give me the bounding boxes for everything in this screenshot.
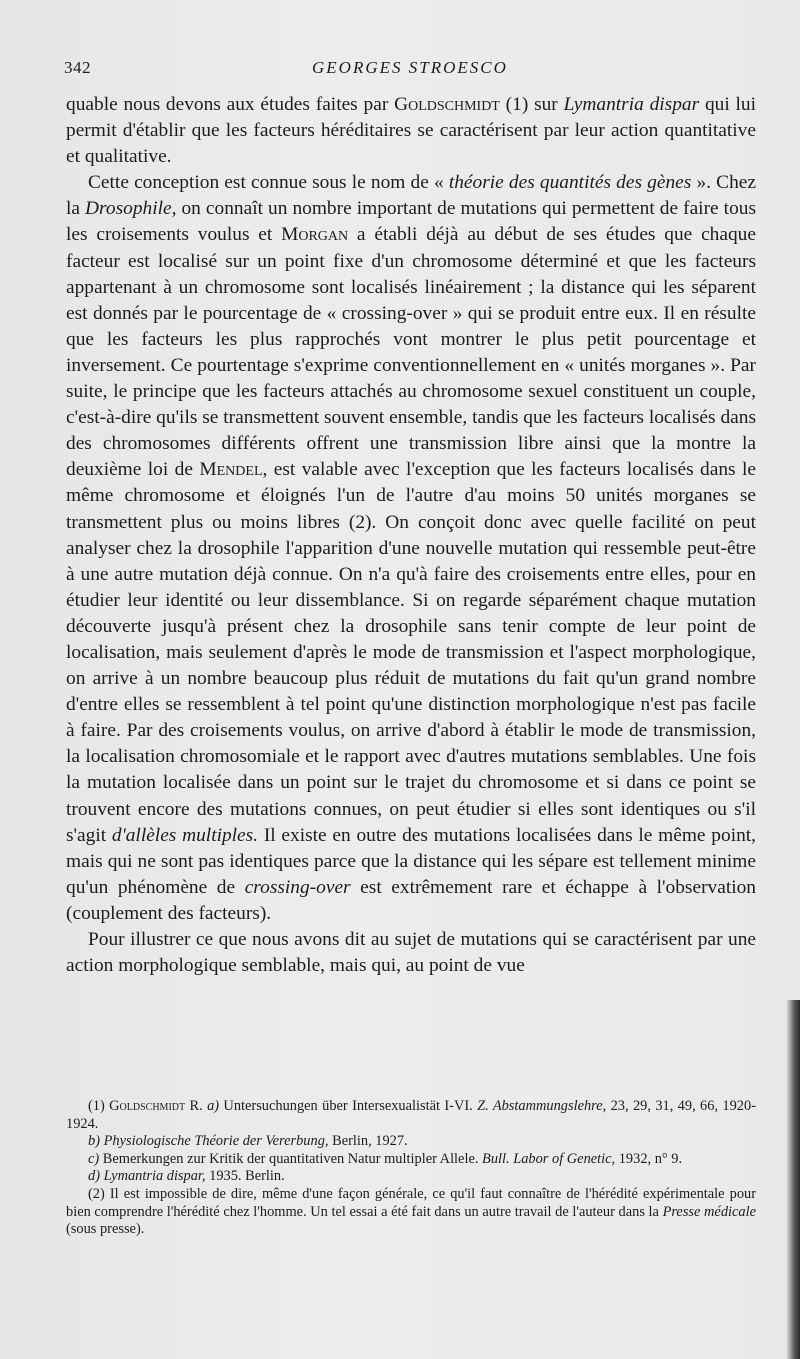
italic-text: crossing-over [244,876,351,898]
text-run: ». Chez la [66,172,756,220]
paragraph [66,92,756,170]
footnote [66,1098,756,1133]
text-run: (sous presse). [66,1221,145,1238]
italic-text: Physiologische Théorie der Vererbung, [103,1133,329,1150]
book-spine-shadow [786,1000,800,1359]
text-run: (2) Il est impossible de dire, même d'une façon générale, ce qu'il faut connaître de l'hérédité expérimentale pour bien comprendre l'hérédité chez l'homme. Un tel essai a été fait dans un autre travail de l'auteur dans la [66,1185,756,1220]
italic-text: Bull. Labor of Genetic, [482,1150,616,1167]
running-title: GEORGES STROESCO [312,58,508,77]
text-run: est extrêmement rare et échappe à l'observation (couplement des facteurs). [66,876,756,924]
italic-text: Lymantria dispar, [103,1168,206,1185]
italic-text: d'allèles multiples. [111,824,259,846]
text-run: 1932, n° 9. [615,1150,683,1167]
text-run: qui lui permit d'établir que les facteurs héréditaires se caractérisent par leur action quantitative et qualitative. [66,94,756,168]
text-run: Cette conception est connue sous le nom de « [88,172,449,194]
text-run: on connaît un nombre important de mutations qui permettent de faire tous les croisements voulus et [66,198,756,246]
italic-text: Lymantria dispar [563,94,700,115]
text-run: R. [185,1098,208,1114]
text-run: (1) [88,1098,110,1114]
text-run: Bemerkungen zur Kritik der quantitativen Natur multipler Allele. [99,1150,483,1167]
text-run: a établi déjà au début de ses études que chaque facteur est localisé sur un point fixe d'un chromosome déterminé et que les facteurs appartenant à un chromosome sont localisés linéairement ; la distance qui les séparent est donnés par le pourcentage de « crossing-over » qui se produit entre eux. Il en résulte que les facteurs les plus rapprochés vont montrer le plus petit pourcentage et inversement. Ce pourtentage s'exprime conventionnellement en « unités morganes ». Par suite, le principe que les facteurs attachés au chromosome sexuel constituent un couple, c'est-à-dire qu'ils se transmettent souvent ensemble, tandis que les facteurs localisés dans des chromosomes différents offrent une transmission libre ainsi que la montre la deuxième loi de [66,224,756,481]
italic-text: Drosophile, [85,198,177,220]
italic-text: b) [88,1133,100,1150]
author-name: Goldschmidt [394,94,500,115]
text-run: Il existe en outre des mutations localisées dans le même point, mais qui ne sont pas identiques parce que la distance qui les sépare est tellement minime qu'un phénomène de [66,824,757,898]
italic-text: théorie des quantités des gènes [448,172,692,194]
italic-text: a) [207,1098,220,1114]
paragraph [66,170,756,927]
author-name: Mendel [199,459,263,481]
footnote [66,1186,756,1239]
page-header [64,58,754,82]
text-run: 1935. Berlin. [205,1168,285,1185]
text-run: Untersuchungen über Intersexualistät I-VI. [219,1098,478,1114]
text-run: Berlin, 1927. [328,1133,408,1150]
italic-text: d) [88,1168,100,1185]
text-run: Pour illustrer ce que nous avons dit au sujet de mutations qui se caractérisent par une action morphologique semblable, mais qui, au point de vue [66,929,756,977]
footnote [66,1168,756,1186]
body-text [66,92,756,979]
paragraph [66,927,756,979]
author-name: Goldschmidt [109,1098,186,1114]
italic-text: Presse médicale [662,1203,756,1220]
footnote [66,1151,756,1169]
text-run: (1) sur [499,94,564,115]
page-number: 342 [64,58,91,77]
italic-text: c) [88,1150,100,1167]
text-run: 23, 29, 31, 49, 66, 1920-1924. [66,1098,756,1132]
text-run: quable nous devons aux études faites par [66,94,395,115]
footnotes [66,1098,756,1239]
italic-text: Z. Abstammungslehre, [477,1098,607,1114]
text-run: , est valable avec l'exception que les facteurs localisés dans le même chromosome et éloignés l'un de l'autre d'au moins 50 unités morganes se transmettent plus ou moins libres (2). On conçoit donc avec quelle facilité on peut analyser chez la drosophile l'apparition d'une nouvelle mutation qui ressemble peut-être à une autre mutation déjà connue. On n'a qu'à faire des croisements entre elles, pour en étudier leur identité ou leur dissemblance. Si on regarde séparément chaque mutation découverte jusqu'à présent chez la drosophile sans tenir compte de leur point de localisation, mais seulement d'après le mode de transmission et l'aspect morphologique, on arrive à un nombre beaucoup plus réduit de mutations du fait qu'un grand nombre d'entre elles se ressemblent à tel point qu'une distinction morphologique n'est pas facile à faire. Par des croisements voulus, on arrive d'abord à établir le mode de transmission, la localisation chromosomiale et le rapport avec d'autres mutations semblables. Une fois la mutation localisée dans un point sur le trajet du chromosome et si dans ce point se trouvent encore des mutations connues, on peut étudier si elles sont identiques ou s'il s'agit [66,459,756,846]
author-name: Morgan [281,224,349,246]
footnote [66,1133,756,1151]
